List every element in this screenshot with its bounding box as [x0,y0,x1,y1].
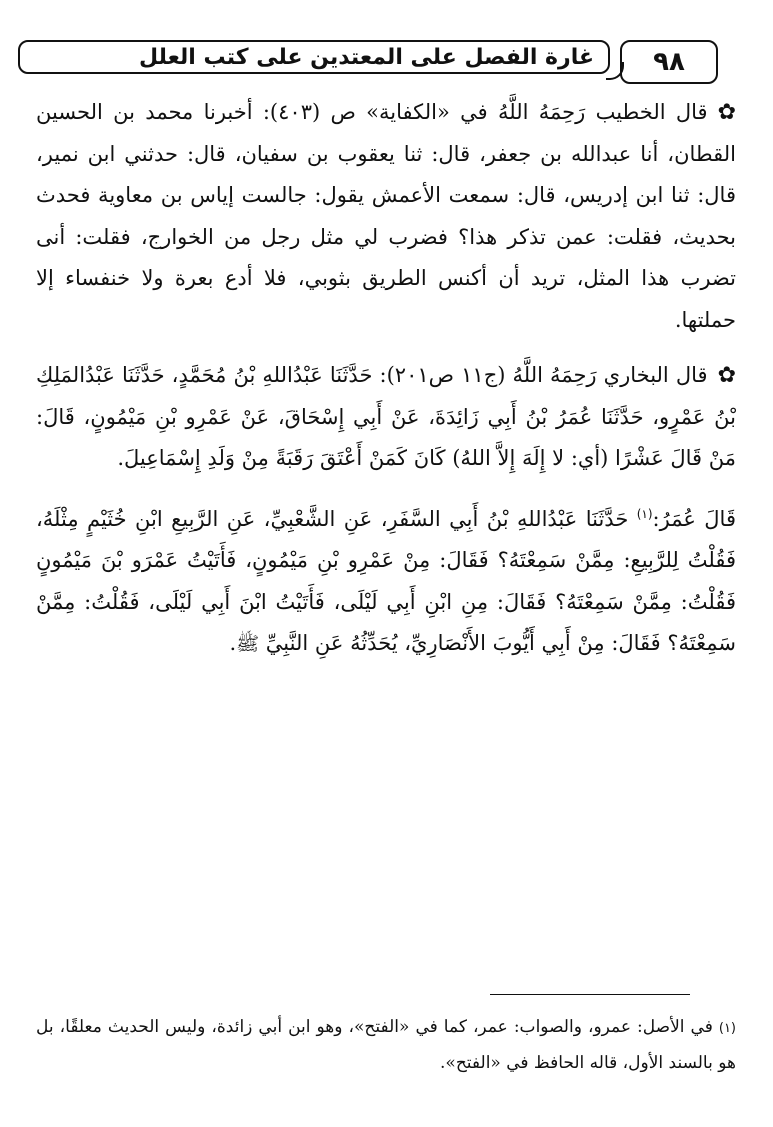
running-header [18,40,610,74]
main-text [36,92,736,680]
paragraph-umar [36,494,736,666]
page-number-frame [620,40,718,84]
page-number: ٩٨ [653,47,685,77]
paragraph-umar-text: حَدَّثَنَا عَبْدُاللهِ بْنُ أَبِي السَّفَرِ، عَنِ الشَّعْبِيِّ، عَنِ الرَّبِيعِ ابْنِ خُثَيْمٍ مِثْلَهُ، فَقُلْتُ لِلرَّبِيعِ: مِمَّنْ سَمِعْتَهُ؟ فَقَالَ: مِنْ عَمْرِو بْنِ مَيْمُونٍ، فَأَتَيْتُ عَمْرَو بْنَ مَيْمُونٍ فَقُلْتُ: مِمَّنْ سَمِعْتَهُ؟ فَقَالَ: مِنِ ابْنِ أَبِي لَيْلَى، فَأَتَيْتُ ابْنَ أَبِي لَيْلَى، فَقُلْتُ: مِمَّنْ سَمِعْتَهُ؟ فَقَالَ: مِنْ أَبِي أَيُّوبَ الأَنْصَارِيِّ، يُحَدِّثُهُ عَنِ النَّبِيِّ [36,506,736,655]
paragraph-khatib [36,92,736,341]
footnote [36,1010,736,1080]
footnote-text: في الأصل: عمرو، والصواب: عمر، كما في «الفتح»، وهو ابن أبي زائدة، وليس الحديث معلقًا، بل هو بالسند الأول، قاله الحافظ في «الفتح». [36,1017,736,1073]
header-title: غارة الفصل على المعتدين على كتب العلل [139,45,594,70]
footnote-reference[interactable]: (١) [636,506,653,521]
flower-ornament-icon: ✿ [717,100,736,125]
flower-ornament-icon: ✿ [717,363,736,388]
salawat-glyph: ﷺ [236,633,260,655]
paragraph-umar-start: قَالَ عُمَرُ: [652,506,736,531]
paragraph-umar-end: . [229,631,237,655]
paragraph-bukhari-text: قال البخاري رَحِمَهُ اللَّهُ (ج١١ ص٢٠١): حَدَّثَنَا عَبْدُاللهِ بْنُ مُحَمَّدٍ، حَدَّثَنَا عَبْدُالمَلِكِ بْنُ عَمْرٍو، حَدَّثَنَا عُمَرُ بْنُ أَبِي زَائِدَةَ، عَنْ أَبِي إِسْحَاقَ، عَنْ عَمْرِو بْنِ مَيْمُونٍ، قَالَ: مَنْ قَالَ عَشْرًا (أي: لا إِلَهَ إِلاَّ اللهُ) كَانَ كَمَنْ أَعْتَقَ رَقَبَةً مِنْ وَلَدِ إِسْمَاعِيلَ. [36,363,736,470]
footnote-marker: (١) [718,1021,736,1036]
paragraph-bukhari [36,355,736,480]
paragraph-khatib-text: قال الخطيب رَحِمَهُ اللَّهُ في «الكفاية» ص (٤٠٣): أخبرنا محمد بن الحسين القطان، أنا عبدالله بن جعفر، قال: ثنا يعقوب بن سفيان، قال: حدثني ابن نمير، قال: ثنا ابن إدريس، قال: سمعت الأعمش يقول: جالست إياس بن معاوية فحدث بحديث، فقلت: عمن تذكر هذا؟ فضرب لي مثل رجل من الخوارج، فقلت: أنى تضرب هذا المثل، تريد أن أكنس الطريق بثوبي، فلا أدع بعرة ولا خنفساء إلا حملتها. [36,100,736,332]
footnote-separator [490,994,690,995]
